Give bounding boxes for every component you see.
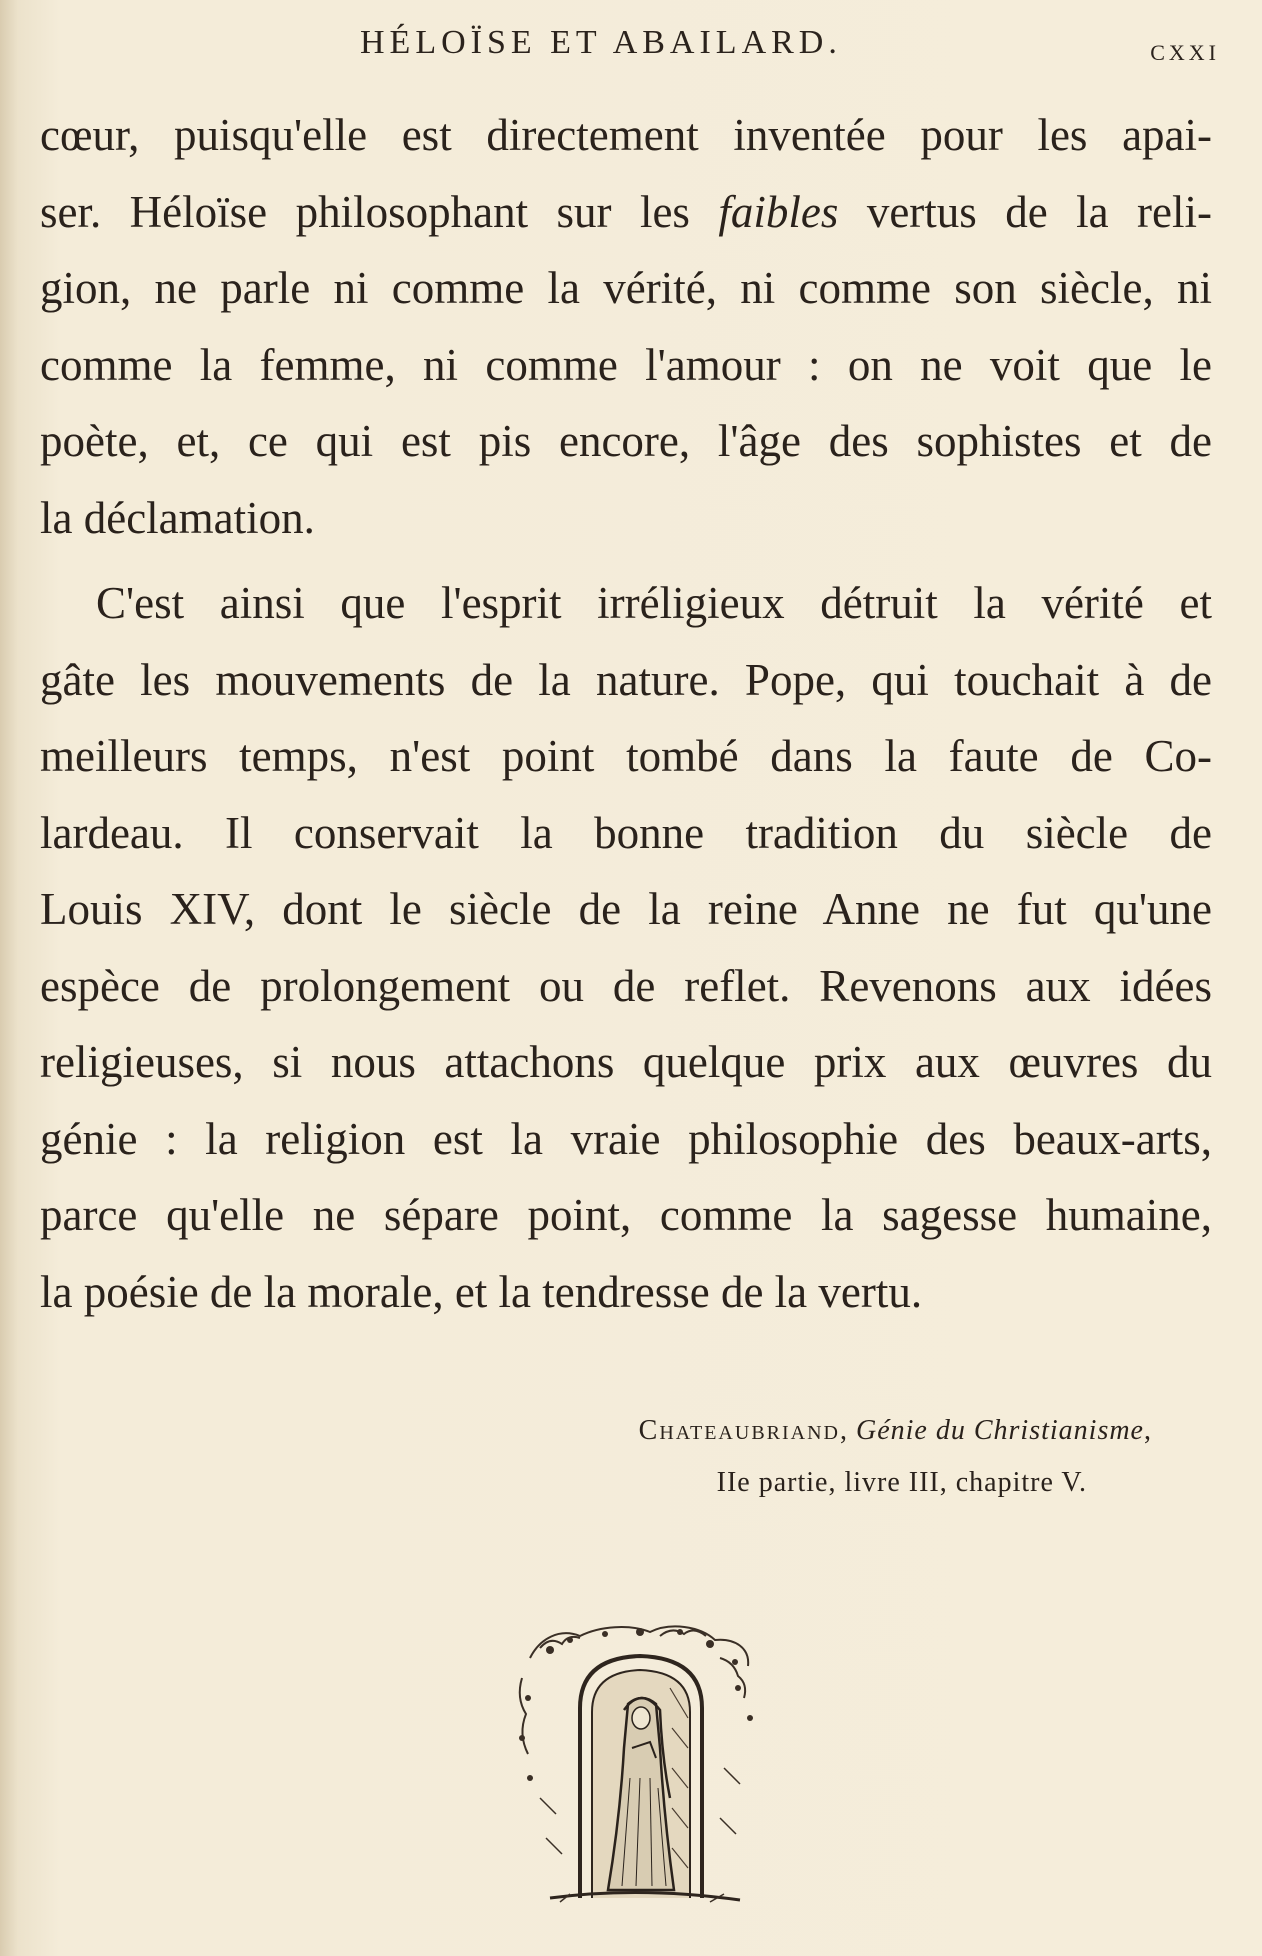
italic-word: faibles [718, 186, 839, 237]
work-title: Génie du Christianisme [856, 1415, 1144, 1446]
text-line: lardeau. Il conservait la bonne tradition du siècle de [40, 807, 1212, 858]
text-line: gion, ne parle ni comme la vérité, ni comme son siècle, ni [40, 263, 1212, 313]
text-line: espèce de prolongement ou de reflet. Revenons aux idées [40, 960, 1212, 1011]
text-line: cœur, puisqu'elle est directement inventée pour les apai- [40, 110, 1212, 160]
paragraph-1 [40, 97, 1212, 556]
text-line-with-italic [40, 174, 1212, 251]
text-line: religieuses, si nous attachons quelque prix aux œuvres du [40, 1037, 1212, 1087]
attribution-reference: IIe partie, livre III, chapitre V. [716, 1467, 1087, 1498]
text-line: parce qu'elle ne sépare point, comme la sagesse humaine, [40, 1190, 1212, 1240]
text-line: la déclamation. [40, 492, 315, 543]
text-line: C'est ainsi que l'esprit irréligieux détruit la vérité et [96, 578, 1212, 628]
paragraph-2 [40, 565, 1212, 1330]
author-name: Chateaubriand [638, 1415, 840, 1446]
text-line: poète, et, ce qui est pis encore, l'âge des sophistes et de [40, 416, 1212, 466]
text-line: gâte les mouvements de la nature. Pope, qui touchait à de [40, 654, 1212, 705]
page-number: CXXI [1150, 40, 1220, 65]
attribution-separator: , [840, 1415, 856, 1446]
text-segment: vertus de la reli- [838, 186, 1212, 237]
text-segment: ser. Héloïse philosophant sur les [40, 186, 719, 237]
attribution [639, 1405, 1152, 1509]
text-line: meilleurs temps, n'est point tombé dans la faute de Co- [40, 731, 1212, 781]
attribution-trailing: , [1144, 1415, 1152, 1446]
text-line: génie : la religion est la vraie philosophie des beaux-arts, [40, 1113, 1212, 1164]
running-title: HÉLOÏSE ET ABAILARD. [360, 24, 842, 61]
attribution-line-1 [639, 1405, 1152, 1457]
praying-nun-icon [510, 1618, 772, 1908]
text-line: Louis XIV, dont le siècle de la reine Anne ne fut qu'une [40, 884, 1212, 934]
text-line: comme la femme, ni comme l'amour : on ne voit que le [40, 339, 1212, 390]
text-line: la poésie de la morale, et la tendresse de la vertu. [40, 1266, 923, 1317]
